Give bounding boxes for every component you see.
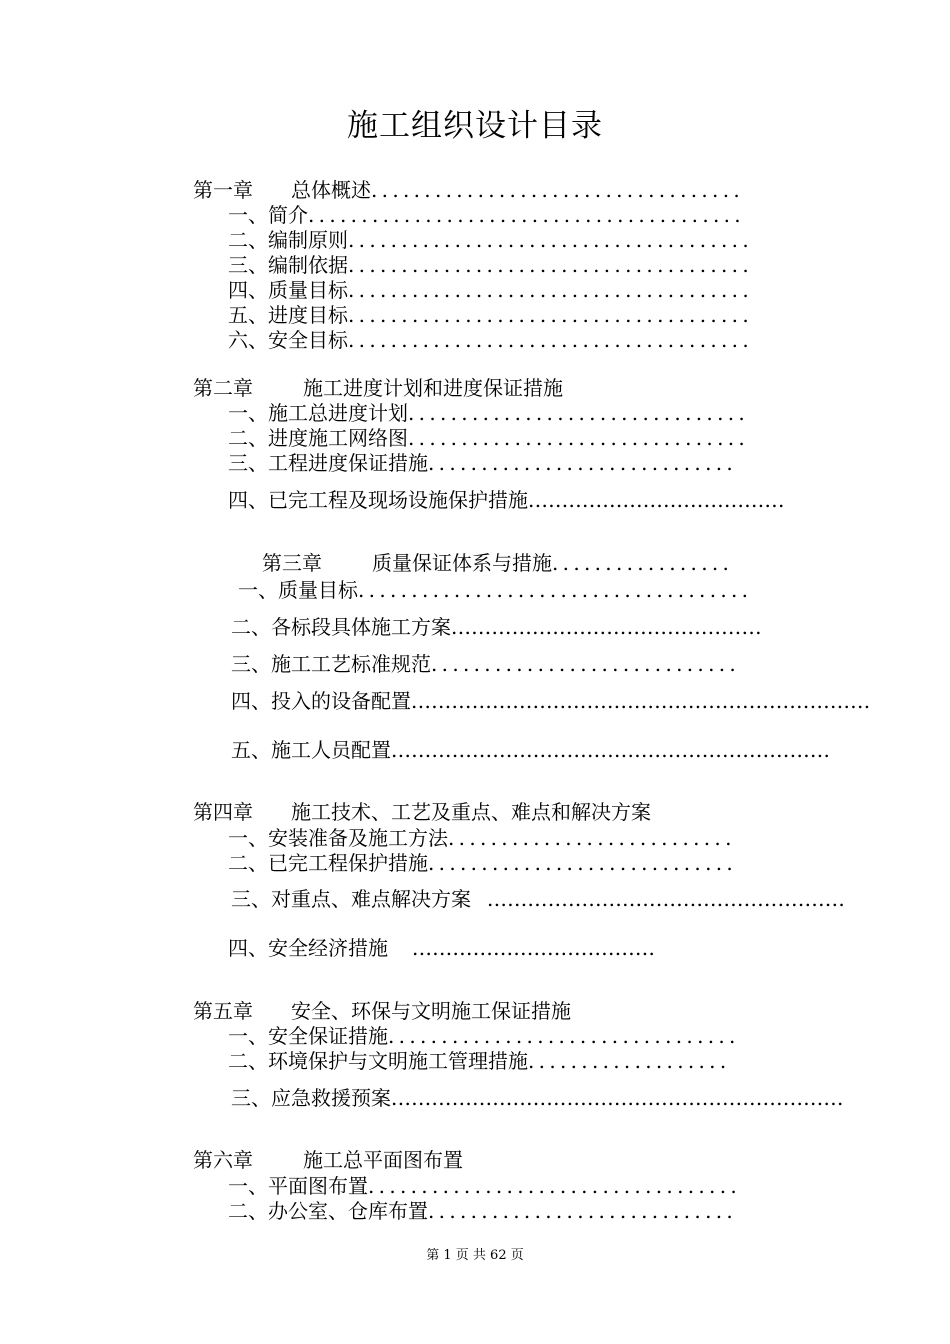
toc-item-label: 三、施工工艺标准规范 <box>231 652 431 676</box>
toc-item[interactable] <box>228 400 803 426</box>
toc-item[interactable] <box>228 1023 803 1049</box>
leader-dots: ............................. <box>428 451 738 475</box>
toc-item-label: 三、对重点、难点解决方案 <box>231 887 471 911</box>
toc-item[interactable] <box>228 935 656 961</box>
leader-dots: ...................................... <box>528 488 785 512</box>
chapter-number: 第六章 <box>193 1148 253 1172</box>
toc-item[interactable] <box>228 1198 803 1224</box>
toc-item[interactable] <box>228 825 803 851</box>
toc-item[interactable] <box>228 202 803 228</box>
leader-dots: ................... <box>528 1049 731 1073</box>
leader-dots: ..................................... <box>358 578 753 602</box>
leader-dots: ...................................... <box>348 278 753 302</box>
chapter-number: 第二章 <box>193 376 253 400</box>
toc-item-label: 三、编制依据 <box>228 253 348 277</box>
toc-item[interactable] <box>231 886 846 912</box>
leader-dots: .................................................................... <box>411 689 871 713</box>
leader-dots: ...................................... <box>348 228 753 252</box>
chapter-name: 施工技术、工艺及重点、难点和解决方案 <box>291 800 651 824</box>
toc-item-label: 二、进度施工网络图 <box>228 426 408 450</box>
toc-chapter-4[interactable] <box>193 799 803 825</box>
toc-item[interactable] <box>228 252 803 278</box>
toc-item[interactable] <box>231 614 766 640</box>
toc-item-label: 二、各标段具体施工方案 <box>231 615 451 639</box>
chapter-name: 安全、环保与文明施工保证措施 <box>291 999 571 1023</box>
toc-item-label: 一、质量目标 <box>238 578 358 602</box>
toc-item[interactable] <box>228 1173 803 1199</box>
toc-item-label: 三、工程进度保证措施 <box>228 451 428 475</box>
leader-dots: ................................................................. <box>391 738 831 762</box>
leader-dots: ............................. <box>431 652 741 676</box>
toc-item-label: 一、施工总进度计划 <box>228 401 408 425</box>
toc-item[interactable] <box>228 327 803 353</box>
chapter-name: 质量保证体系与措施 <box>372 551 552 575</box>
toc-item-label: 四、已完工程及现场设施保护措施 <box>228 488 528 512</box>
chapter-name: 施工进度计划和进度保证措施 <box>303 376 563 400</box>
leader-dots: ................................ <box>408 401 750 425</box>
chapter-name: 总体概述 <box>291 178 371 202</box>
page-footer: 第 1 页 共 62 页 <box>426 1248 524 1263</box>
toc-item[interactable] <box>228 302 803 328</box>
leader-dots: ................................................................... <box>391 1086 844 1110</box>
leader-dots: ............................. <box>428 1199 738 1223</box>
toc-item-label: 四、安全经济措施 <box>228 936 388 960</box>
toc-item[interactable] <box>228 425 803 451</box>
toc-item[interactable] <box>228 227 803 253</box>
toc-item[interactable] <box>231 1085 844 1111</box>
leader-dots: ................. <box>552 551 734 575</box>
leader-dots: ................................... <box>371 178 745 202</box>
toc-item[interactable] <box>238 577 803 603</box>
leader-dots: ............................. <box>428 851 738 875</box>
toc-item-label: 五、施工人员配置 <box>231 738 391 762</box>
leader-dots: .............................................. <box>451 615 762 639</box>
leader-dots: .................................... <box>412 936 656 960</box>
toc-item[interactable] <box>231 737 831 763</box>
toc-item-label: 一、安装准备及施工方法 <box>228 826 448 850</box>
toc-item[interactable] <box>228 277 803 303</box>
toc-item-label: 四、质量目标 <box>228 278 348 302</box>
toc-item-label: 二、环境保护与文明施工管理措施 <box>228 1049 528 1073</box>
toc-chapter-2[interactable] <box>193 375 803 401</box>
toc-item[interactable] <box>228 1048 803 1074</box>
toc-item-label: 一、平面图布置 <box>228 1174 368 1198</box>
toc-item-label: 六、安全目标 <box>228 328 348 352</box>
toc-item-label: 二、编制原则 <box>228 228 348 252</box>
leader-dots: ................................... <box>368 1174 742 1198</box>
leader-dots: ...................................... <box>348 253 753 277</box>
toc-item[interactable] <box>231 688 871 714</box>
leader-dots: ...................................... <box>348 328 753 352</box>
toc-item-label: 一、安全保证措施 <box>228 1024 388 1048</box>
toc-item-label: 二、已完工程保护措施 <box>228 851 428 875</box>
toc-item[interactable] <box>228 487 803 513</box>
chapter-name: 施工总平面图布置 <box>303 1148 463 1172</box>
toc-item-label: 二、办公室、仓库布置 <box>228 1199 428 1223</box>
toc-item[interactable] <box>228 450 803 476</box>
document-title: 施工组织设计目录 <box>347 108 603 144</box>
leader-dots: ......................................... <box>308 203 745 227</box>
toc-item-label: 四、投入的设备配置 <box>231 689 411 713</box>
chapter-number: 第三章 <box>262 551 322 575</box>
leader-dots: ..................................................... <box>487 887 846 911</box>
leader-dots: ...................................... <box>348 303 753 327</box>
toc-chapter-6[interactable] <box>193 1147 803 1173</box>
leader-dots: ................................ <box>408 426 750 450</box>
chapter-number: 第五章 <box>193 999 253 1023</box>
toc-item-label: 五、进度目标 <box>228 303 348 327</box>
toc-chapter-5[interactable] <box>193 998 803 1024</box>
toc-item[interactable] <box>231 651 803 677</box>
chapter-number: 第一章 <box>193 178 253 202</box>
leader-dots: ................................. <box>388 1024 740 1048</box>
toc-item[interactable] <box>228 850 803 876</box>
chapter-number: 第四章 <box>193 800 253 824</box>
toc-chapter-1[interactable] <box>193 177 803 203</box>
leader-dots: ........................... <box>448 826 736 850</box>
toc-item-label: 三、应急救援预案 <box>231 1086 391 1110</box>
toc-chapter-3[interactable] <box>262 550 803 576</box>
toc-item-label: 一、简介 <box>228 203 308 227</box>
